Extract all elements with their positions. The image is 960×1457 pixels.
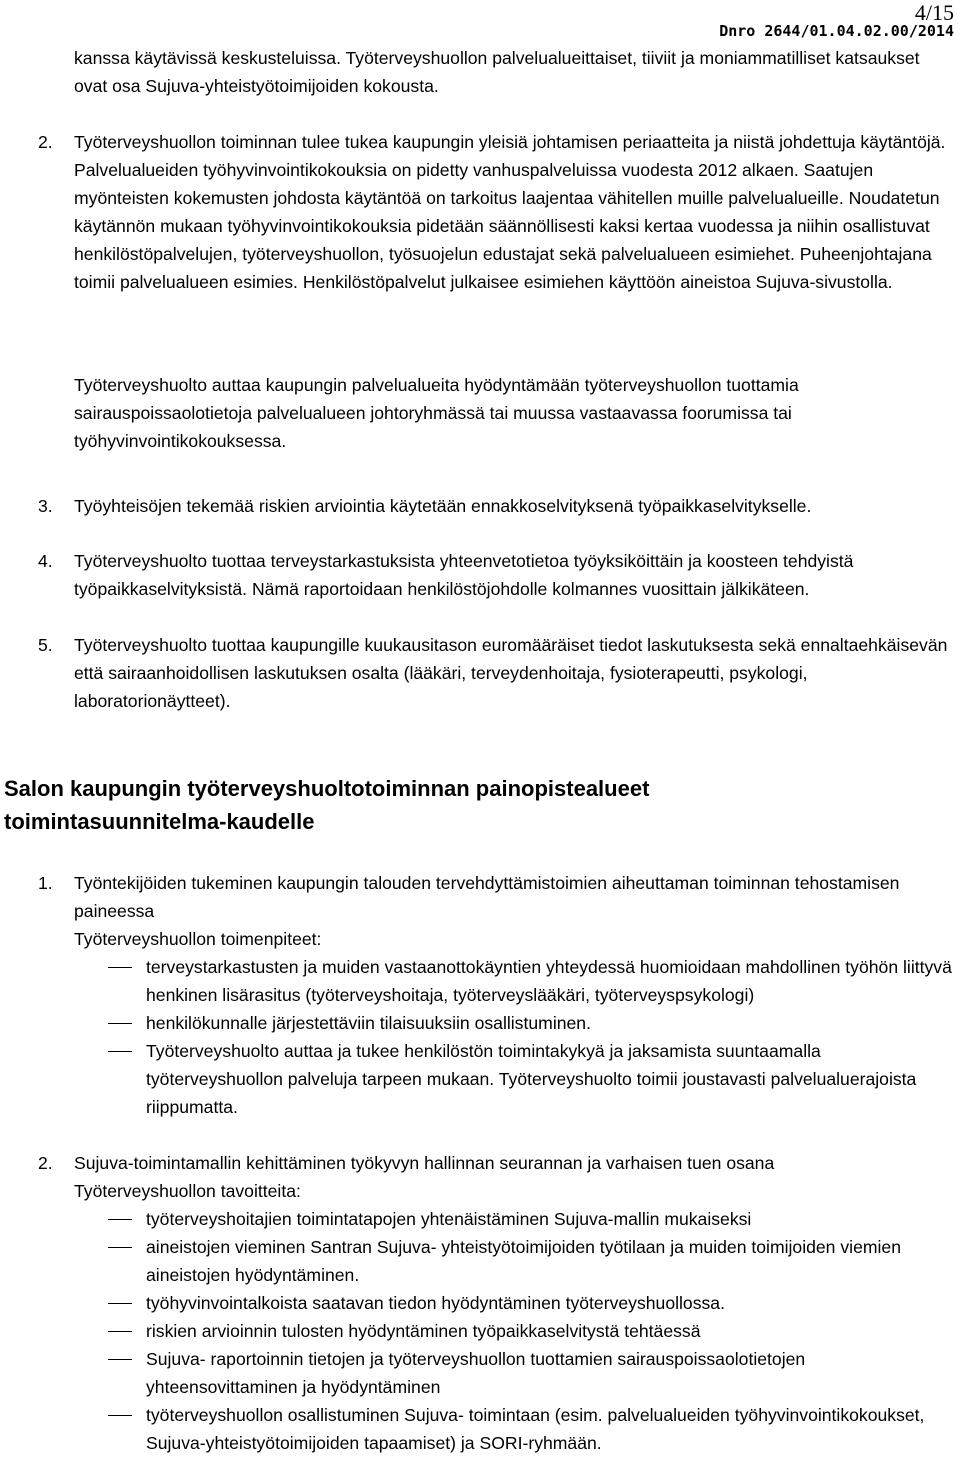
section-heading-line-1: Salon kaupungin työterveyshuoltotoiminnan painopistealueet [4, 776, 650, 801]
list-item: työterveyshuollon osallistuminen Sujuva- toimintaan (esim. palvelualueiden työhyvinvointikokoukset, Sujuva-yhteistyötoimijoiden tapaamiset) ja SORI-ryhmään. [108, 1401, 954, 1457]
item-2-paragraph-followup: Työterveyshuolto auttaa kaupungin palvelualueita hyödyntämään työterveyshuollon tuottamia sairauspoissaolotietoja palvelualueen johtoryhmässä tai muussa vastaavassa foorumissa tai työhyvinvointikokouksessa. [74, 375, 799, 451]
intro-paragraph: kanssa käytävissä keskusteluissa. Työterveyshuollon palvelualueittaiset, tiiviit ja moniammatilliset katsaukset ovat osa Sujuva-yhteistyötoimijoiden kokousta. [74, 48, 920, 96]
document-reference: Dnro 2644/01.04.02.00/2014 [719, 22, 954, 40]
dash-bullet-icon [108, 1219, 132, 1220]
item-2-paragraph: Työterveyshuollon toiminnan tulee tukea kaupungin yleisiä johtamisen periaatteita ja niistä johdettuja käytäntöjä. Palvelualueiden työhyvinvointikokouksia on pidetty vanhuspalveluissa vuodesta 2012 alkaen. Saatujen myönteisten kokemusten johdosta käytäntöä on tarkoitus laajentaa vähitellen muille palvelualueille. Noudatetun käytännön mukaan työhyvinvointikokouksia pidetään säännöllisesti kaksi kertaa vuodessa ja niihin osallistuvat henkilöstöpalvelujen, työterveyshuollon, työsuojelun edustajat sekä palvelualueen esimiehet. Puheenjohtajana toimii palvelualueen esimies. Henkilöstöpalvelut julkaisee esimiehen käyttöön aineistoa Sujuva-sivustolla. [74, 132, 946, 292]
item-5-paragraph: Työterveyshuolto tuottaa kaupungille kuukausitason euromääräiset tiedot laskutuksesta sekä ennaltaehkäisevän että sairaanhoidollisen laskutuksen osalta (lääkäri, terveydenhoitaja, fysioterapeutti, psykologi, laboratorionäytteet). [74, 635, 948, 711]
dash-bullet-icon [108, 1303, 132, 1304]
focus-2-bullet-list [108, 1205, 954, 1457]
dash-bullet-icon [108, 1023, 132, 1024]
dash-bullet-icon [108, 1051, 132, 1052]
focus-1-title: Työntekijöiden tukeminen kaupungin talouden tervehdyttämistoimien aiheuttaman toiminnan tehostamisen paineessa [74, 873, 900, 921]
list-number: 2. [38, 132, 53, 152]
dash-bullet-icon [108, 1331, 132, 1332]
list-item: aineistojen vieminen Santran Sujuva- yhteistyötoimijoiden työtilaan ja muiden toimijoiden viemien aineistojen hyödyntäminen. [108, 1233, 954, 1289]
list-number: 4. [38, 551, 53, 571]
list-number: 1. [38, 873, 53, 893]
focus-2-subheading: Työterveyshuollon tavoitteita: [74, 1181, 301, 1201]
list-number: 2. [38, 1153, 53, 1173]
list-item: työhyvinvointalkoista saatavan tiedon hyödyntäminen työterveyshuollossa. [108, 1289, 954, 1317]
focus-1-bullet-list [108, 953, 954, 1121]
dash-bullet-icon [108, 967, 132, 968]
list-number: 3. [38, 496, 53, 516]
list-item: työterveyshoitajien toimintatapojen yhtenäistäminen Sujuva-mallin mukaiseksi [108, 1205, 954, 1233]
item-4-paragraph: Työterveyshuolto tuottaa terveystarkastuksista yhteenvetotietoa työyksiköittäin ja koosteen tehdyistä työpaikkaselvityksistä. Nämä raportoidaan henkilöstöjohdolle kolmannes vuosittain jälkikäteen. [74, 551, 854, 599]
dash-bullet-icon [108, 1415, 132, 1416]
dash-bullet-icon [108, 1359, 132, 1360]
list-item: henkilökunnalle järjestettäviin tilaisuuksiin osallistuminen. [108, 1009, 954, 1037]
section-heading-line-2: toimintasuunnitelma-kaudelle [4, 809, 315, 834]
item-3-paragraph: Työyhteisöjen tekemää riskien arviointia käytetään ennakkoselvityksenä työpaikkaselvitykselle. [74, 496, 812, 516]
dash-bullet-icon [108, 1247, 132, 1248]
focus-2-title: Sujuva-toimintamallin kehittäminen työkyvyn hallinnan seurannan ja varhaisen tuen osana [74, 1153, 775, 1173]
page-number: 4/15 [914, 0, 954, 25]
focus-1-subheading: Työterveyshuollon toimenpiteet: [74, 929, 322, 949]
list-item: terveystarkastusten ja muiden vastaanottokäyntien yhteydessä huomioidaan mahdollinen työhön liittyvä henkinen lisärasitus (työterveyshoitaja, työterveyslääkäri, työterveyspsykologi) [108, 953, 954, 1009]
list-item: riskien arvioinnin tulosten hyödyntäminen työpaikkaselvitystä tehtäessä [108, 1317, 954, 1345]
list-number: 5. [38, 635, 53, 655]
section-heading [4, 772, 904, 838]
list-item: Työterveyshuolto auttaa ja tukee henkilöstön toimintakykyä ja jaksamista suuntaamalla työterveyshuollon palveluja tarpeen mukaan. Työterveyshuolto toimii joustavasti palvelualuerajoista riippumatta. [108, 1037, 954, 1121]
list-item: Sujuva- raportoinnin tietojen ja työterveyshuollon tuottamien sairauspoissaolotietojen yhteensovittaminen ja hyödyntäminen [108, 1345, 954, 1401]
